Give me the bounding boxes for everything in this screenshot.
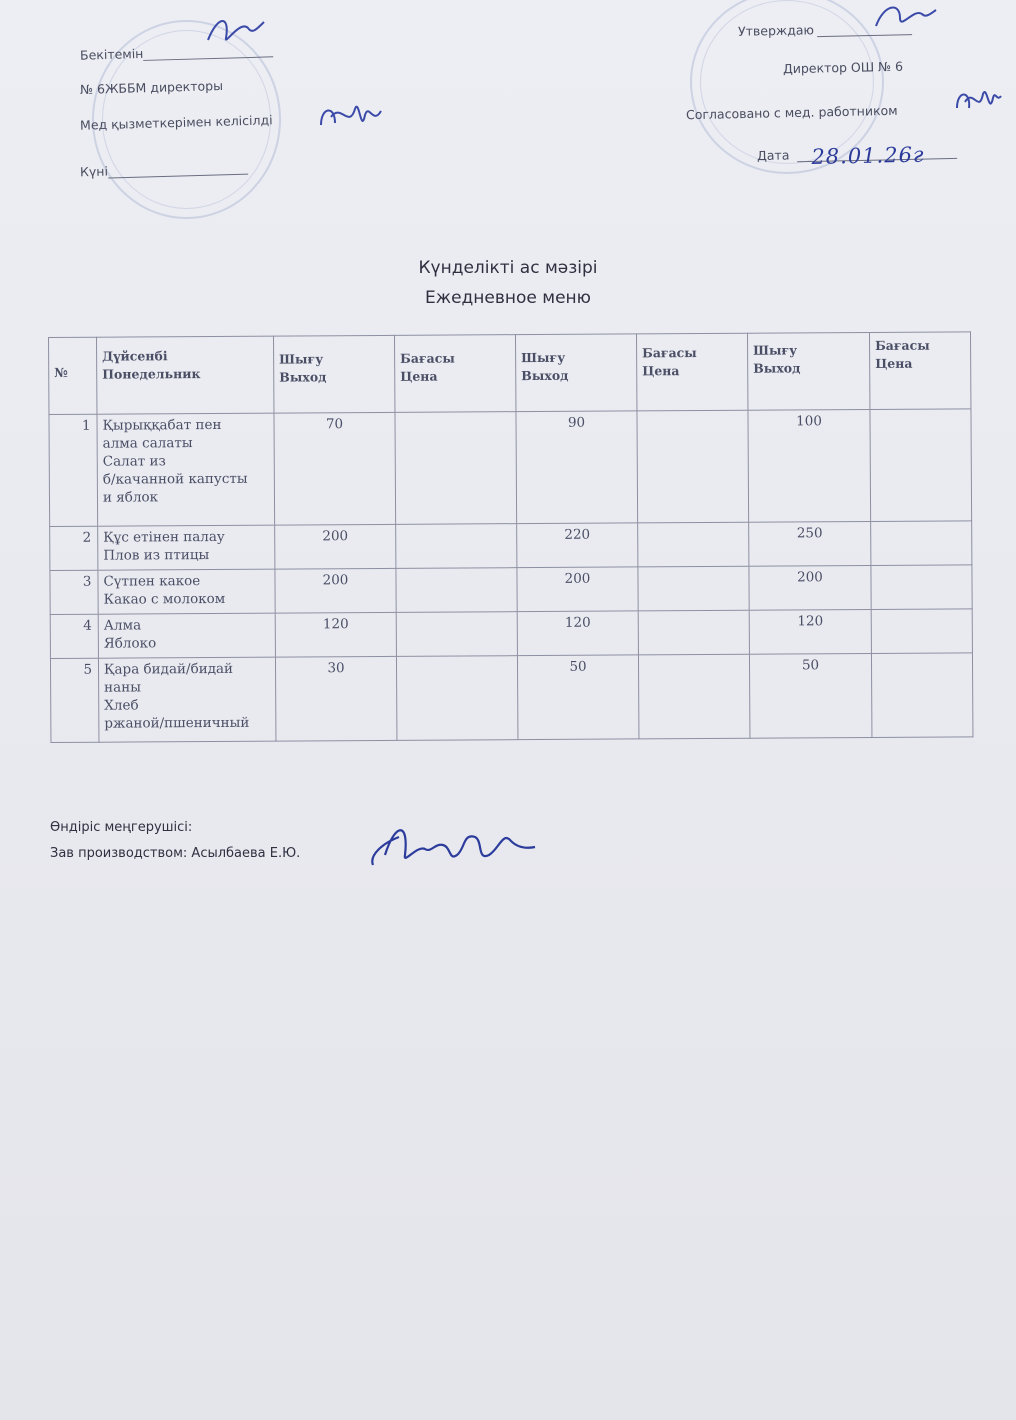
price-cell-1 [396, 612, 517, 657]
price-cell-3 [871, 609, 972, 654]
header-cell-day: Дүйсенбі Понедельник [97, 336, 274, 414]
header-cell-price-1: Бағасы Цена [394, 335, 515, 413]
table-row [50, 609, 972, 659]
output-value-2: 120 [517, 611, 638, 656]
title-ru: Ежедневное меню [425, 288, 591, 308]
output-value-3: 120 [749, 609, 871, 654]
row-number: 3 [50, 570, 98, 614]
row-number: 1 [49, 414, 98, 526]
signature-medical-left [315, 95, 385, 140]
price-cell-1 [396, 524, 517, 569]
output-value-3: 100 [748, 409, 871, 522]
price-cell-3 [871, 565, 972, 610]
production-head-label-kz: Өндіріс меңгерушісі: [50, 820, 193, 835]
table-row [50, 653, 972, 743]
header-cell-output-1: Шығу Выход [273, 335, 394, 413]
signature-medical-right [953, 82, 1003, 122]
signature-approver-right [870, 0, 940, 35]
table-row [50, 565, 972, 615]
header-cell-number: № [49, 337, 97, 414]
output-value-1: 200 [275, 524, 396, 569]
signature-production-head [365, 815, 540, 880]
approve-label-kz: Бекітемін [80, 42, 274, 62]
medical-agreed-label-ru: Согласовано с мед. работником [685, 102, 898, 123]
output-value-1: 120 [275, 612, 396, 657]
price-cell-2 [638, 610, 749, 655]
price-cell-1 [395, 412, 517, 525]
approve-label-ru: Утверждаю [738, 20, 912, 39]
output-value-1: 30 [275, 656, 397, 741]
output-value-2: 220 [517, 523, 638, 568]
director-label-kz: № 6ЖББМ директоры [79, 78, 224, 97]
output-value-1: 70 [274, 412, 396, 525]
price-cell-1 [396, 568, 517, 613]
date-label-kz: Күні [80, 160, 248, 180]
header-cell-output-3: Шығу Выход [747, 332, 869, 410]
row-number: 5 [50, 658, 99, 742]
dish-name: Қырыққабат пен алма салаты Салат из б/качанной капусты и яблок [97, 413, 275, 526]
price-cell-2 [638, 522, 749, 567]
row-number: 2 [50, 526, 98, 570]
price-cell-2 [638, 566, 749, 611]
output-value-1: 200 [275, 568, 396, 613]
header-cell-output-2: Шығу Выход [515, 334, 636, 412]
output-value-2: 90 [516, 411, 638, 524]
dish-name: Құс етінен палау Плов из птицы [98, 525, 275, 570]
output-value-3: 50 [749, 653, 872, 738]
dish-name: Қара бидай/бидай наны Хлеб ржаной/пшеничный [98, 657, 276, 742]
price-cell-3 [871, 653, 973, 738]
menu-table [48, 331, 973, 743]
price-cell-2 [638, 654, 750, 739]
dish-name: Сүтпен какое Какао с молоком [98, 569, 275, 614]
title-kz: Күнделікті ас мәзірі [418, 258, 598, 278]
output-value-3: 250 [749, 521, 871, 566]
row-number: 4 [50, 614, 98, 658]
output-value-2: 50 [517, 655, 639, 740]
output-value-3: 200 [749, 565, 871, 610]
table-row [49, 409, 972, 527]
price-cell-1 [396, 656, 518, 741]
production-head-label-ru: Зав производством: Асылбаева Е.Ю. [50, 846, 301, 861]
medical-agreed-label-kz: Мед қызметкерімен келісілді [79, 112, 273, 133]
date-field-ru: Дата 28.01.26г [757, 144, 958, 163]
price-cell-3 [870, 409, 972, 522]
price-cell-3 [871, 521, 972, 566]
director-label-ru: Директор ОШ № 6 [782, 58, 904, 77]
table-row [50, 521, 972, 571]
handwritten-date: 28.01.26г [811, 142, 925, 169]
dish-name: Алма Яблоко [98, 613, 275, 658]
table-header-row [49, 332, 971, 415]
signature-approver-left [200, 10, 270, 50]
header-cell-price-2: Бағасы Цена [636, 333, 747, 411]
header-cell-price-3: Бағасы Цена [869, 332, 970, 410]
output-value-2: 200 [517, 567, 638, 612]
price-cell-2 [637, 410, 749, 523]
